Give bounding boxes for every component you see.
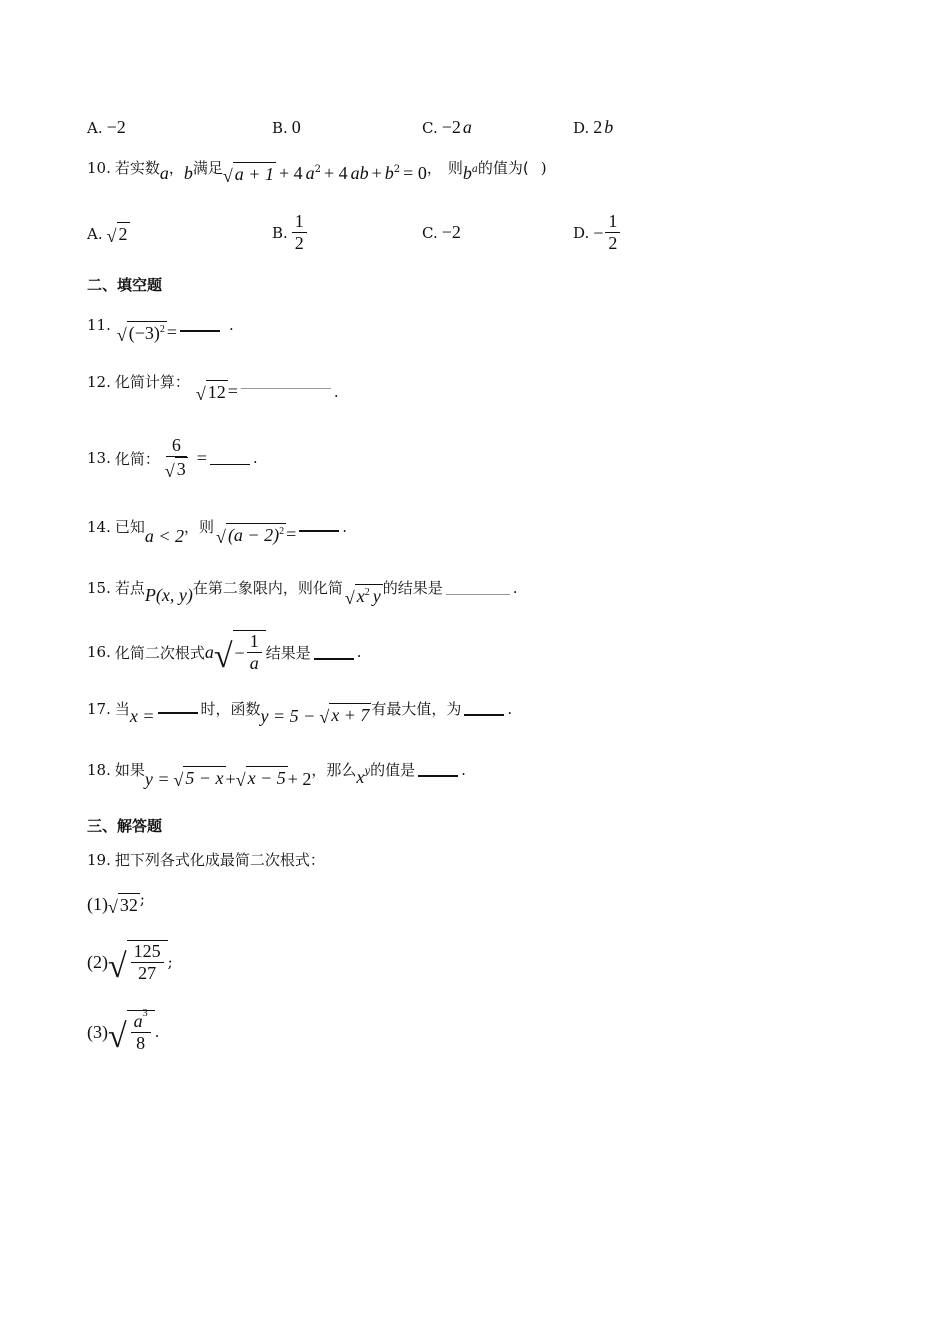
sqrt-symbol: √ — [108, 1018, 127, 1056]
q9-option-a — [87, 117, 126, 138]
answer-blank[interactable] — [299, 529, 339, 532]
equation-part: ab — [350, 163, 369, 183]
option-label: C. — [422, 118, 438, 137]
equals-sign: = — [166, 322, 178, 342]
question-18 — [87, 758, 466, 790]
q10-option-d — [573, 212, 622, 254]
radicand — [127, 321, 167, 344]
radicand-x: x — [356, 586, 365, 606]
q10-option-c — [422, 222, 461, 243]
equals-sign: = — [286, 524, 297, 544]
question-13 — [87, 436, 258, 480]
exponent: 2 — [364, 587, 370, 598]
question-number: 17. — [87, 699, 111, 718]
question-number: 12. — [87, 372, 111, 391]
radicand: x − 5 — [247, 768, 286, 788]
fraction — [247, 632, 262, 674]
radicand-y: y — [372, 586, 381, 606]
period: . — [229, 315, 234, 334]
option-value: −2 — [106, 117, 126, 137]
question-text: 在第二象限内，则化简 — [192, 579, 343, 597]
numerator-base: a — [133, 1011, 143, 1031]
question-number: 11. — [87, 315, 111, 334]
semicolon: ; — [139, 889, 145, 908]
var-a: a — [159, 163, 169, 183]
numerator: 1 — [605, 212, 620, 233]
option-value: 0 — [291, 117, 301, 137]
question-number: 14. — [87, 517, 111, 536]
radical-expression — [236, 766, 288, 789]
answer-blank[interactable] — [446, 593, 510, 595]
radical-expression — [214, 630, 266, 674]
option-value — [107, 222, 130, 245]
var-a: a — [204, 641, 214, 662]
denominator: a — [249, 652, 259, 673]
period: . — [252, 449, 258, 468]
option-value: −2 — [441, 222, 461, 242]
option-label: D. — [573, 118, 590, 137]
period: . — [356, 643, 362, 662]
numerator: 125 — [131, 942, 164, 963]
question-text: 则 — [447, 159, 463, 177]
part-label: (2) — [87, 951, 108, 972]
radical-expression — [196, 380, 228, 403]
denominator: 2 — [608, 232, 618, 253]
sqrt-symbol: √ — [164, 461, 175, 482]
numerator: 1 — [292, 212, 307, 233]
radical-expression — [345, 584, 383, 607]
section-heading: 二、填空题 — [87, 276, 163, 294]
radicand: 12 — [207, 382, 226, 402]
answer-blank[interactable] — [241, 387, 331, 389]
equation-part: + 4 — [278, 163, 303, 183]
question-15 — [87, 576, 518, 608]
equals-sign: = — [196, 447, 207, 468]
radical-expression — [108, 893, 140, 916]
answer-blank[interactable] — [210, 463, 250, 465]
period: . — [154, 1023, 160, 1042]
radical-expression — [117, 321, 167, 344]
question-text: 化简： — [114, 449, 160, 468]
power-exponent: a — [471, 164, 478, 175]
option-value — [292, 212, 307, 254]
radical-expression — [319, 703, 371, 726]
radicand-base: (−3) — [128, 323, 160, 343]
question-text: 时，函数 — [200, 700, 261, 718]
numerator: 6 — [166, 436, 187, 457]
sqrt-symbol: √ — [222, 166, 233, 186]
question-text: 的结果是 — [382, 579, 443, 597]
question-17 — [87, 697, 513, 727]
exponent: 2 — [393, 164, 401, 175]
sqrt-symbol: √ — [235, 770, 246, 790]
equation-part: a — [305, 163, 315, 183]
equation-part: + 4 — [323, 163, 348, 183]
question-text: ，那么 — [311, 761, 357, 779]
radical-expression — [108, 940, 168, 984]
period: . — [461, 760, 466, 779]
option-label: D. — [573, 224, 590, 243]
question-text: ) — [540, 158, 547, 177]
option-value: 2 — [593, 117, 603, 137]
q9-option-c — [422, 117, 472, 138]
question-text: 化简计算： — [114, 373, 190, 391]
sqrt-symbol: √ — [319, 707, 330, 727]
question-text: 有最大值，为 — [371, 700, 462, 718]
section-heading: 三、解答题 — [87, 817, 163, 835]
q9-option-b — [272, 117, 301, 138]
question-number: 18. — [87, 760, 111, 779]
radical-expression — [174, 766, 226, 789]
period: . — [512, 578, 518, 597]
sqrt-symbol: √ — [106, 226, 117, 246]
minus-sign: − — [234, 642, 245, 663]
q10-option-b — [272, 212, 309, 254]
radicand: x + 7 — [331, 705, 370, 725]
option-label: B. — [272, 224, 288, 243]
radicand: 32 — [119, 895, 138, 915]
radical-expression — [223, 162, 276, 185]
equation-part: = 0 — [403, 163, 427, 183]
question-text: 结果是 — [265, 643, 311, 662]
question-text: 若实数 — [114, 159, 160, 177]
denominator: 8 — [136, 1032, 146, 1053]
radicand: 3 — [176, 458, 186, 479]
power-base: x — [356, 767, 365, 787]
equation-part: y = — [144, 769, 170, 789]
question-text: 的值为( — [477, 159, 529, 177]
sqrt-symbol: √ — [108, 897, 118, 917]
question-number: 16. — [87, 643, 111, 662]
denominator: 2 — [294, 232, 304, 253]
radical-expression — [108, 1010, 155, 1054]
option-sign: − — [593, 222, 604, 243]
answer-blank[interactable] — [464, 713, 504, 716]
plus-sign: + — [225, 769, 236, 789]
part-label: (3) — [87, 1021, 108, 1042]
question-number: 15. — [87, 578, 111, 597]
question-number: 13. — [87, 449, 111, 468]
part-label: (1) — [87, 894, 108, 914]
var-b: b — [183, 163, 193, 183]
sqrt-symbol: √ — [195, 384, 206, 404]
radicand — [226, 523, 286, 546]
semicolon: ; — [167, 953, 173, 972]
question-number: 10. — [87, 158, 111, 177]
answer-blank[interactable] — [158, 711, 198, 714]
comma: ， — [426, 159, 442, 177]
radicand — [233, 630, 266, 674]
denominator — [162, 457, 191, 481]
question-19 — [87, 849, 325, 870]
question-11 — [87, 313, 234, 345]
q10-option-a — [87, 222, 130, 245]
equation-part: + 2 — [287, 769, 312, 789]
q9-option-d — [573, 117, 613, 138]
answer-blank[interactable] — [418, 774, 458, 777]
sqrt-symbol: √ — [108, 948, 127, 986]
period: . — [342, 517, 348, 536]
option-label: A. — [87, 118, 103, 137]
exponent: 2 — [279, 526, 285, 537]
question-number: 19. — [87, 850, 111, 869]
sqrt-symbol: √ — [213, 638, 233, 676]
question-text: 已知 — [114, 518, 145, 536]
radicand-base: (a − 2) — [227, 525, 280, 545]
option-label: C. — [422, 223, 438, 242]
radicand: a + 1 — [234, 164, 274, 184]
question-14 — [87, 515, 348, 547]
period: . — [333, 382, 339, 401]
fraction — [162, 436, 191, 480]
question-16 — [87, 630, 362, 674]
equation-part: b — [384, 163, 394, 183]
denominator: 27 — [138, 962, 157, 983]
answer-blank[interactable] — [180, 329, 220, 332]
option-label: A. — [87, 224, 103, 243]
equation-part: x = — [129, 706, 155, 726]
answer-blank[interactable] — [314, 657, 354, 660]
option-value — [605, 212, 620, 254]
exponent: 2 — [314, 164, 321, 175]
question-text: ，则 — [184, 518, 215, 536]
q19-part-2 — [87, 940, 173, 984]
question-10 — [87, 156, 547, 186]
sqrt-symbol: √ — [173, 770, 184, 790]
radicand — [127, 940, 168, 984]
question-text: 若点 — [114, 579, 145, 597]
question-text: 的值是 — [370, 761, 416, 779]
point-expression: P(x, y) — [144, 585, 193, 605]
q19-part-3 — [87, 1010, 159, 1054]
question-text: 如果 — [114, 761, 145, 779]
equals-sign: = — [227, 381, 238, 401]
fraction — [131, 1008, 151, 1054]
exponent: 2 — [159, 324, 165, 335]
equation-part: + — [371, 163, 382, 183]
question-text: 化简二次根式 — [114, 643, 205, 662]
power-exponent: y — [364, 766, 371, 777]
sqrt-symbol: √ — [216, 527, 226, 547]
sqrt-symbol: √ — [116, 325, 127, 345]
condition: a < 2 — [144, 526, 185, 546]
option-variable: a — [462, 117, 472, 137]
period: . — [507, 699, 513, 718]
equation-part: y = 5 − — [260, 706, 316, 726]
q19-part-1 — [87, 889, 145, 917]
radical-expression — [216, 523, 286, 546]
exponent: 3 — [142, 1008, 148, 1019]
question-text: 把下列各式化成最简二次根式： — [114, 851, 325, 869]
radicand: 5 − x — [185, 768, 224, 788]
option-variable: b — [604, 117, 614, 137]
power-base: b — [462, 163, 472, 183]
option-label: B. — [272, 118, 288, 137]
radicand: 2 — [118, 224, 128, 244]
fraction — [131, 942, 164, 984]
numerator: 1 — [247, 632, 262, 653]
sqrt-symbol: √ — [344, 588, 355, 608]
question-text: 当 — [114, 700, 130, 718]
question-12 — [87, 370, 339, 404]
option-value: −2 — [441, 117, 461, 137]
radicand — [355, 584, 383, 607]
radicand — [127, 1010, 155, 1054]
numerator — [131, 1008, 151, 1033]
question-text: 满足 — [192, 159, 223, 177]
comma: ， — [168, 159, 184, 177]
